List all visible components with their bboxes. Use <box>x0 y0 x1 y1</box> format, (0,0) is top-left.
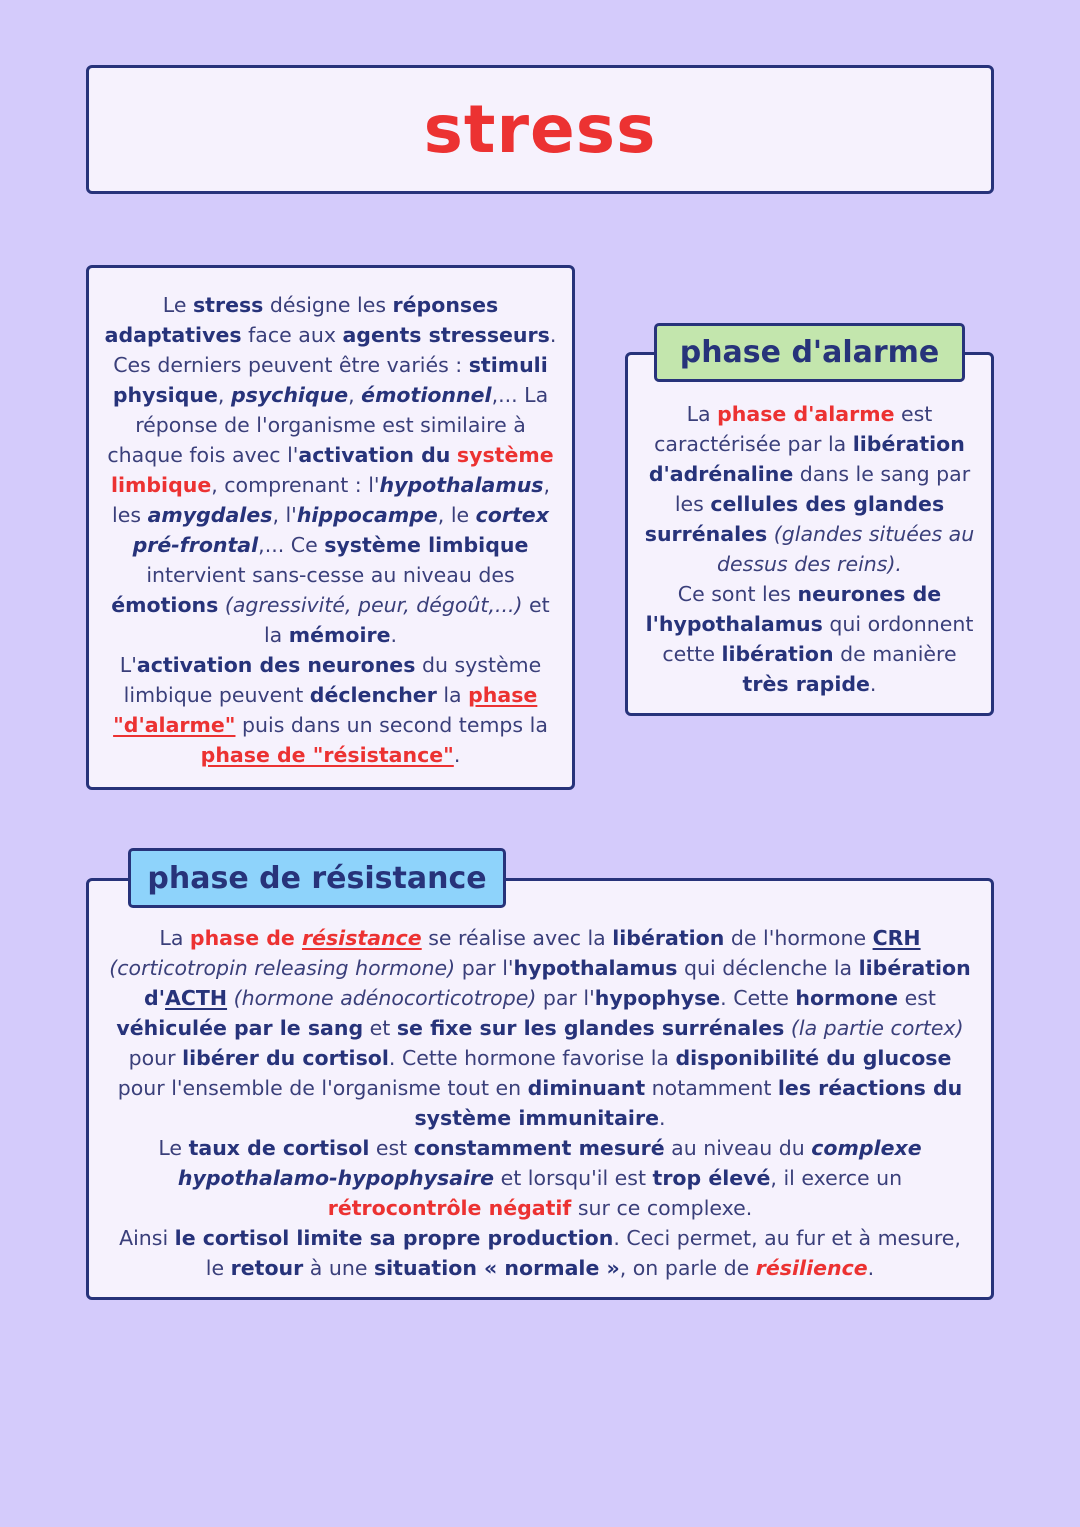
txt: (corticotropin releasing hormone) <box>109 956 456 980</box>
txt: très rapide <box>742 672 870 696</box>
txt: ACTH <box>165 986 228 1010</box>
txt: qui déclenche la <box>677 956 859 980</box>
txt: face aux <box>241 323 343 347</box>
txt: agents stresseurs <box>342 323 550 347</box>
txt: rétrocontrôle négatif <box>327 1196 572 1220</box>
txt: (la partie cortex) <box>790 1016 964 1040</box>
resistance-paragraph <box>107 923 973 1283</box>
txt: est <box>369 1136 414 1160</box>
page-title: stress <box>423 91 657 168</box>
txt: phase de <box>189 926 302 950</box>
txt: au niveau du <box>664 1136 812 1160</box>
txt: émotions <box>111 593 219 617</box>
txt: du système limbique peuvent <box>123 653 542 707</box>
txt: retour <box>230 1256 304 1280</box>
txt: hypophyse <box>594 986 721 1010</box>
resistance-box <box>86 878 994 1300</box>
txt: système limbique <box>110 443 554 497</box>
txt: diminuant <box>527 1076 646 1100</box>
txt: est <box>898 986 936 1010</box>
txt: pour l'ensemble de l'organisme tout en <box>117 1076 528 1100</box>
intro-box <box>86 265 575 790</box>
txt: . Ces derniers peuvent être variés : <box>113 323 557 377</box>
txt: à une <box>303 1256 374 1280</box>
txt: stress <box>192 293 264 317</box>
txt: désigne les <box>263 293 393 317</box>
txt: Ainsi <box>119 1226 175 1250</box>
txt: L' <box>119 653 137 677</box>
txt: de l'hormone <box>724 926 873 950</box>
txt: déclencher <box>309 683 437 707</box>
txt: par l' <box>536 986 595 1010</box>
txt: activation du <box>298 443 451 467</box>
txt: , <box>348 383 362 407</box>
txt: constamment mesuré <box>413 1136 665 1160</box>
txt: hypothalamus <box>513 956 678 980</box>
txt: ,... Ce <box>258 533 325 557</box>
txt: mémoire <box>288 623 391 647</box>
txt: sur ce complexe. <box>571 1196 753 1220</box>
txt: . <box>869 672 877 696</box>
txt: ,... La réponse de l'organisme est similaire à chaque fois avec l' <box>107 383 549 467</box>
txt: (hormone adénocorticotrope) <box>233 986 537 1010</box>
txt: système limbique <box>324 533 529 557</box>
title-box <box>86 65 994 194</box>
txt: libération d'adrénaline <box>648 432 965 486</box>
txt: phase d'alarme <box>717 402 895 426</box>
txt: par l' <box>455 956 514 980</box>
txt: . <box>658 1106 666 1130</box>
txt: hormone <box>795 986 899 1010</box>
txt: se fixe sur les glandes surrénales <box>396 1016 785 1040</box>
resistance-heading: phase de résistance <box>128 848 506 908</box>
txt: situation « normale » <box>373 1256 620 1280</box>
txt: émotionnel <box>361 383 492 407</box>
txt: pour <box>128 1046 183 1070</box>
txt: , on parle de <box>619 1256 756 1280</box>
txt: résistance <box>301 926 422 950</box>
txt: dans le sang par les <box>674 462 971 516</box>
txt: est caractérisée par la <box>654 402 933 456</box>
txt: (glandes situées au dessus des reins). <box>717 522 975 576</box>
txt: amygdales <box>147 503 273 527</box>
txt: libération d' <box>144 956 971 1010</box>
alarm-box <box>625 352 994 716</box>
txt: disponibilité du glucose <box>675 1046 952 1070</box>
txt: cortex pré-frontal <box>132 503 549 557</box>
txt: hippocampe <box>296 503 438 527</box>
txt: , <box>217 383 231 407</box>
txt: de manière <box>833 642 957 666</box>
txt: . Cette <box>720 986 796 1010</box>
txt: qui ordonnent cette <box>662 612 974 666</box>
txt: la <box>436 683 469 707</box>
txt: notamment <box>645 1076 778 1100</box>
alarm-heading: phase d'alarme <box>654 323 965 382</box>
txt: et lorsqu'il est <box>494 1166 653 1190</box>
txt: taux de cortisol <box>188 1136 370 1160</box>
alarm-paragraph <box>638 399 981 699</box>
txt: Ce sont les <box>677 582 798 606</box>
txt: , il exerce un <box>770 1166 903 1190</box>
txt: , les <box>112 473 551 527</box>
txt: se réalise avec la <box>421 926 613 950</box>
txt: (agressivité, peur, dégoût,...) <box>224 593 523 617</box>
txt: . Ceci permet, au fur et à mesure, le <box>205 1226 961 1280</box>
txt: les réactions du système immunitaire <box>414 1076 963 1130</box>
txt: , comprenant : l' <box>211 473 380 497</box>
txt: . <box>453 743 461 767</box>
txt: résilience <box>755 1256 868 1280</box>
txt: le cortisol limite sa propre production <box>174 1226 614 1250</box>
txt: Le <box>158 1136 189 1160</box>
txt: puis dans un second temps la <box>235 713 548 737</box>
txt: . <box>390 623 398 647</box>
txt: libérer du cortisol <box>182 1046 389 1070</box>
intro-paragraph <box>103 290 558 770</box>
txt: CRH <box>872 926 921 950</box>
txt: trop élevé <box>652 1166 771 1190</box>
txt: et la <box>263 593 550 647</box>
txt: . Cette hormone favorise la <box>388 1046 676 1070</box>
txt: La <box>686 402 718 426</box>
txt: La <box>159 926 190 950</box>
txt: complexe hypothalamo-hypophysaire <box>177 1136 922 1190</box>
txt: , le <box>437 503 476 527</box>
txt: libération <box>721 642 834 666</box>
txt: stimuli physique <box>112 353 548 407</box>
txt: . <box>867 1256 875 1280</box>
txt: et <box>363 1016 397 1040</box>
txt: libération <box>612 926 725 950</box>
txt: phase "d'alarme" <box>113 683 538 737</box>
txt: psychique <box>230 383 349 407</box>
txt: neurones de l'hypothalamus <box>645 582 942 636</box>
txt: , l' <box>272 503 297 527</box>
txt: réponses adaptatives <box>104 293 499 347</box>
txt: phase de "résistance" <box>200 743 454 767</box>
txt: véhiculée par le sang <box>116 1016 364 1040</box>
txt: hypothalamus <box>379 473 544 497</box>
txt: intervient sans-cesse au niveau des <box>146 563 515 587</box>
txt: Le <box>162 293 193 317</box>
txt: activation des neurones <box>136 653 416 677</box>
txt: cellules des glandes surrénales <box>644 492 945 546</box>
